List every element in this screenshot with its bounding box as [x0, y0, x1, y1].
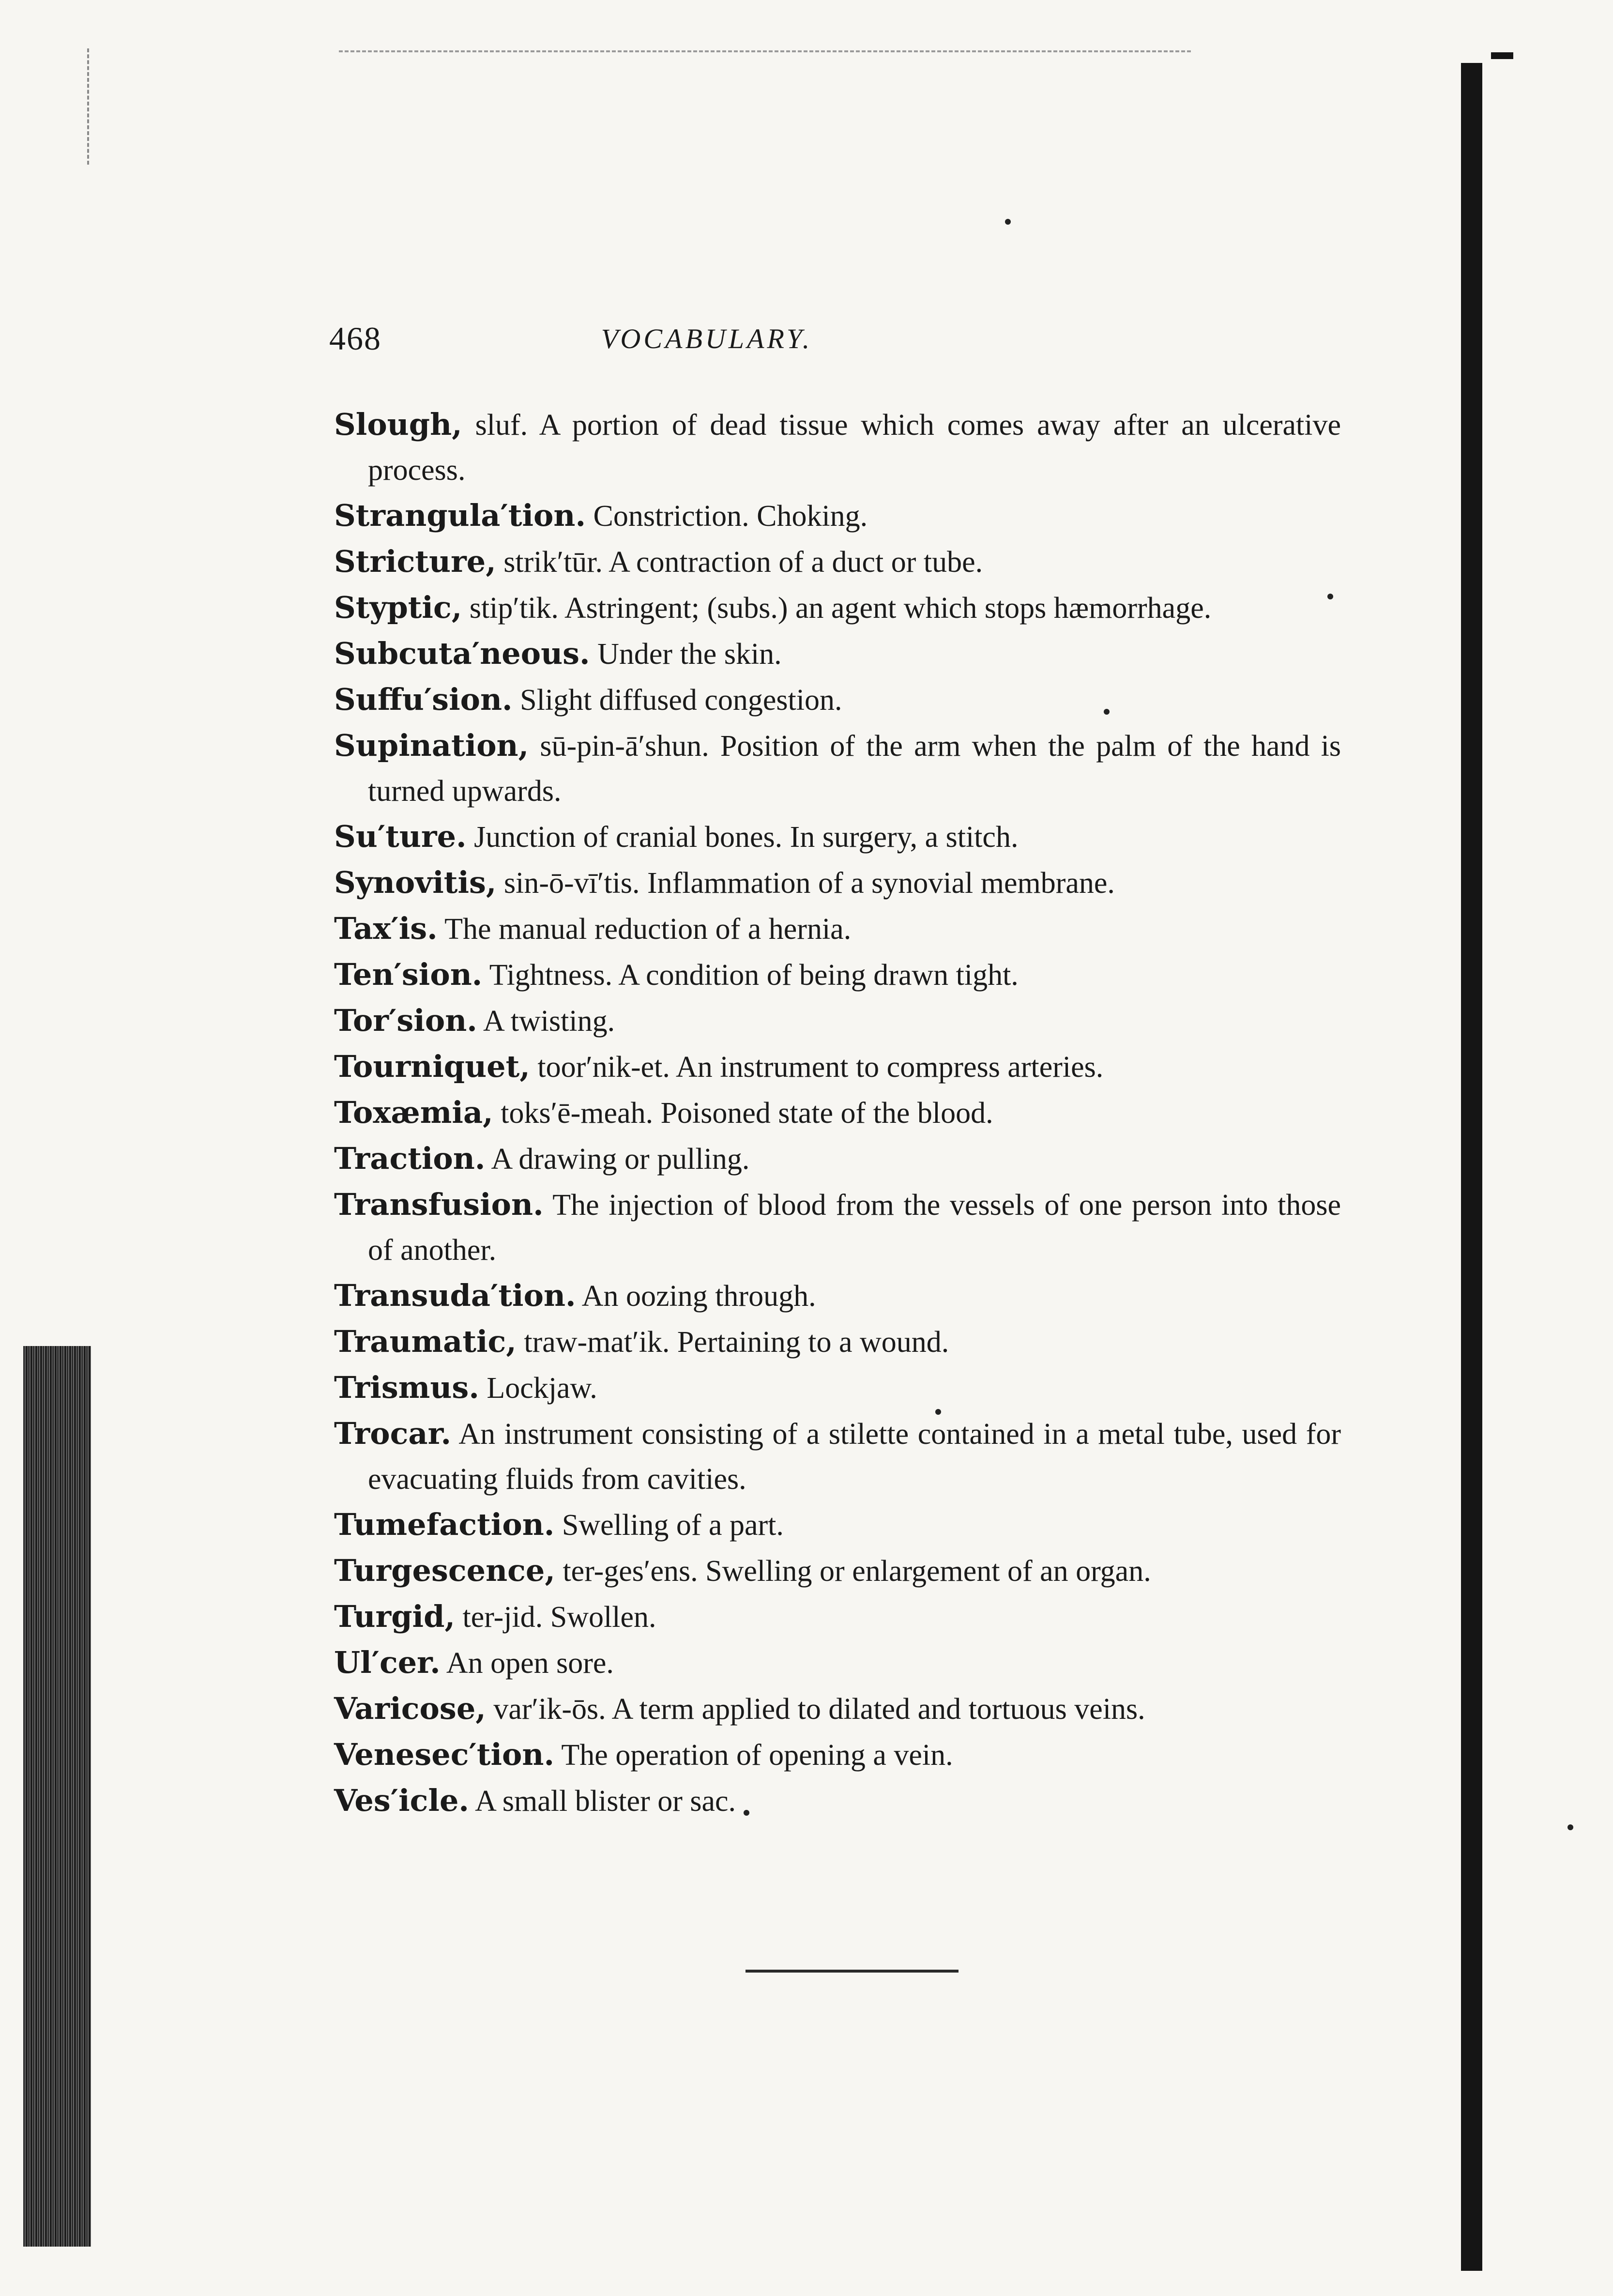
entry-definition: A twisting. — [477, 1005, 615, 1038]
vocabulary-entry — [334, 1594, 1341, 1640]
entry-headword: Trocar. — [334, 1416, 452, 1451]
entry-definition: sluf. A portion of dead tissue which comes away after an ulcerative process. — [368, 409, 1341, 487]
entry-definition: strik′tūr. A contraction of a duct or tube. — [496, 546, 983, 579]
entry-definition: toor′nik-et. An instrument to compress arteries. — [530, 1051, 1104, 1084]
entry-headword: Transuda′tion. — [334, 1278, 576, 1313]
vocabulary-entry — [334, 402, 1341, 493]
entry-headword: Toxæmia, — [334, 1095, 493, 1130]
entry-headword: Venesec′tion. — [334, 1737, 555, 1772]
entry-headword: Tax′is. — [334, 911, 438, 946]
entry-definition: toks′ē-meah. Poisoned state of the blood. — [493, 1097, 993, 1130]
vocabulary-entry — [334, 1273, 1341, 1319]
vocabulary-entry — [334, 723, 1341, 814]
entry-headword: Stricture, — [334, 544, 496, 579]
entry-definition: An oozing through. — [576, 1280, 816, 1313]
entry-headword: Ten′sion. — [334, 957, 483, 992]
vocabulary-entry — [334, 539, 1341, 585]
entry-definition: The manual reduction of a hernia. — [437, 913, 852, 946]
vocabulary-entry — [334, 631, 1341, 677]
scan-top-rule — [339, 50, 1191, 52]
page-number: 468 — [329, 320, 381, 357]
vocabulary-entry — [334, 860, 1341, 906]
vocabulary-entry — [334, 814, 1341, 860]
vocabulary-entry — [334, 1365, 1341, 1411]
entry-headword: Strangula′tion. — [334, 498, 586, 533]
entry-definition: Slight diffused congestion. — [512, 684, 842, 717]
entry-definition: Tightness. A condition of being drawn tight. — [482, 959, 1019, 992]
entry-headword: Supination, — [334, 728, 529, 763]
vocabulary-entry — [334, 1319, 1341, 1365]
entry-definition: ter-jid. Swollen. — [455, 1601, 656, 1634]
entry-definition: Under the skin. — [590, 638, 782, 671]
entry-definition: The injection of blood from the vessels of one person into those of another. — [368, 1189, 1341, 1267]
entry-definition: Junction of cranial bones. In surgery, a stitch. — [466, 821, 1019, 854]
entry-definition: Lockjaw. — [479, 1372, 597, 1405]
entry-headword: Turgid, — [334, 1599, 456, 1634]
scan-speck — [1567, 1824, 1573, 1830]
vocabulary-entry — [334, 1732, 1341, 1778]
entry-headword: Turgescence, — [334, 1553, 555, 1588]
vocabulary-entry — [334, 1411, 1341, 1502]
entry-headword: Varicose, — [334, 1691, 486, 1726]
running-title: VOCABULARY. — [601, 323, 813, 354]
entry-headword: Trismus. — [334, 1370, 479, 1405]
entry-headword: Tor′sion. — [334, 1003, 477, 1038]
vocabulary-entry — [334, 952, 1341, 998]
vocabulary-list — [334, 402, 1341, 1824]
vocabulary-entry — [334, 998, 1341, 1044]
entry-definition: A drawing or pulling. — [485, 1143, 750, 1176]
entry-definition: sū-pin-ā′shun. Position of the arm when the palm of the hand is turned upwards. — [368, 730, 1341, 808]
vocabulary-entry — [334, 1090, 1341, 1136]
vocabulary-entry — [334, 1182, 1341, 1273]
entry-definition: Swelling of a part. — [554, 1509, 784, 1542]
vocabulary-entry — [334, 1548, 1341, 1594]
entry-headword: Tourniquet, — [334, 1049, 530, 1084]
entry-headword: Tumefaction. — [334, 1507, 555, 1542]
scan-left-edge-mark — [87, 48, 89, 165]
entry-headword: Slough, — [334, 407, 462, 442]
entry-definition: sin-ō-vī′tis. Inflammation of a synovial membrane. — [496, 867, 1115, 900]
entry-headword: Traumatic, — [334, 1324, 517, 1359]
vocabulary-entry — [334, 585, 1341, 631]
entry-headword: Suffu′sion. — [334, 682, 513, 717]
entry-headword: Ves′icle. — [334, 1783, 469, 1818]
entry-definition: var′ik-ōs. A term applied to dilated and tortuous veins. — [486, 1693, 1145, 1726]
entry-definition: An open sore. — [440, 1647, 614, 1680]
scan-binding-shadow — [1461, 63, 1482, 2271]
entry-headword: Su′ture. — [334, 819, 467, 854]
entry-headword: Synovitis, — [334, 865, 497, 900]
scan-speck — [1005, 219, 1011, 225]
vocabulary-entry — [334, 1136, 1341, 1182]
vocabulary-entry — [334, 493, 1341, 539]
entry-definition: An instrument consisting of a stilette contained in a metal tube, used for evacuating fluids from cavities. — [368, 1418, 1341, 1496]
vocabulary-entry — [334, 906, 1341, 952]
entry-headword: Ul′cer. — [334, 1645, 441, 1680]
entry-definition: ter-ges′ens. Swelling or enlargement of an organ. — [555, 1555, 1151, 1588]
entry-definition: traw-mat′ik. Pertaining to a wound. — [516, 1326, 949, 1359]
entry-definition: A small blister or sac. — [469, 1785, 736, 1818]
vocabulary-entry — [334, 1778, 1341, 1824]
entry-headword: Styptic, — [334, 590, 462, 625]
running-header — [329, 320, 1084, 368]
vocabulary-entry — [334, 1502, 1341, 1548]
entry-definition: stip′tik. Astringent; (subs.) an agent which stops hæmorrhage. — [462, 592, 1212, 625]
entry-headword: Traction. — [334, 1141, 486, 1176]
scan-binding-tab — [1491, 52, 1513, 59]
vocabulary-entry — [334, 1044, 1341, 1090]
entry-definition: The operation of opening a vein. — [554, 1739, 953, 1772]
entry-headword: Transfusion. — [334, 1187, 544, 1222]
vocabulary-entry — [334, 1640, 1341, 1686]
end-rule — [746, 1970, 959, 1973]
entry-headword: Subcuta′neous. — [334, 636, 590, 671]
vocabulary-entry — [334, 677, 1341, 723]
entry-definition: Constriction. Choking. — [586, 500, 868, 533]
vocabulary-entry — [334, 1686, 1341, 1732]
scan-left-edge-strip — [23, 1346, 91, 2247]
